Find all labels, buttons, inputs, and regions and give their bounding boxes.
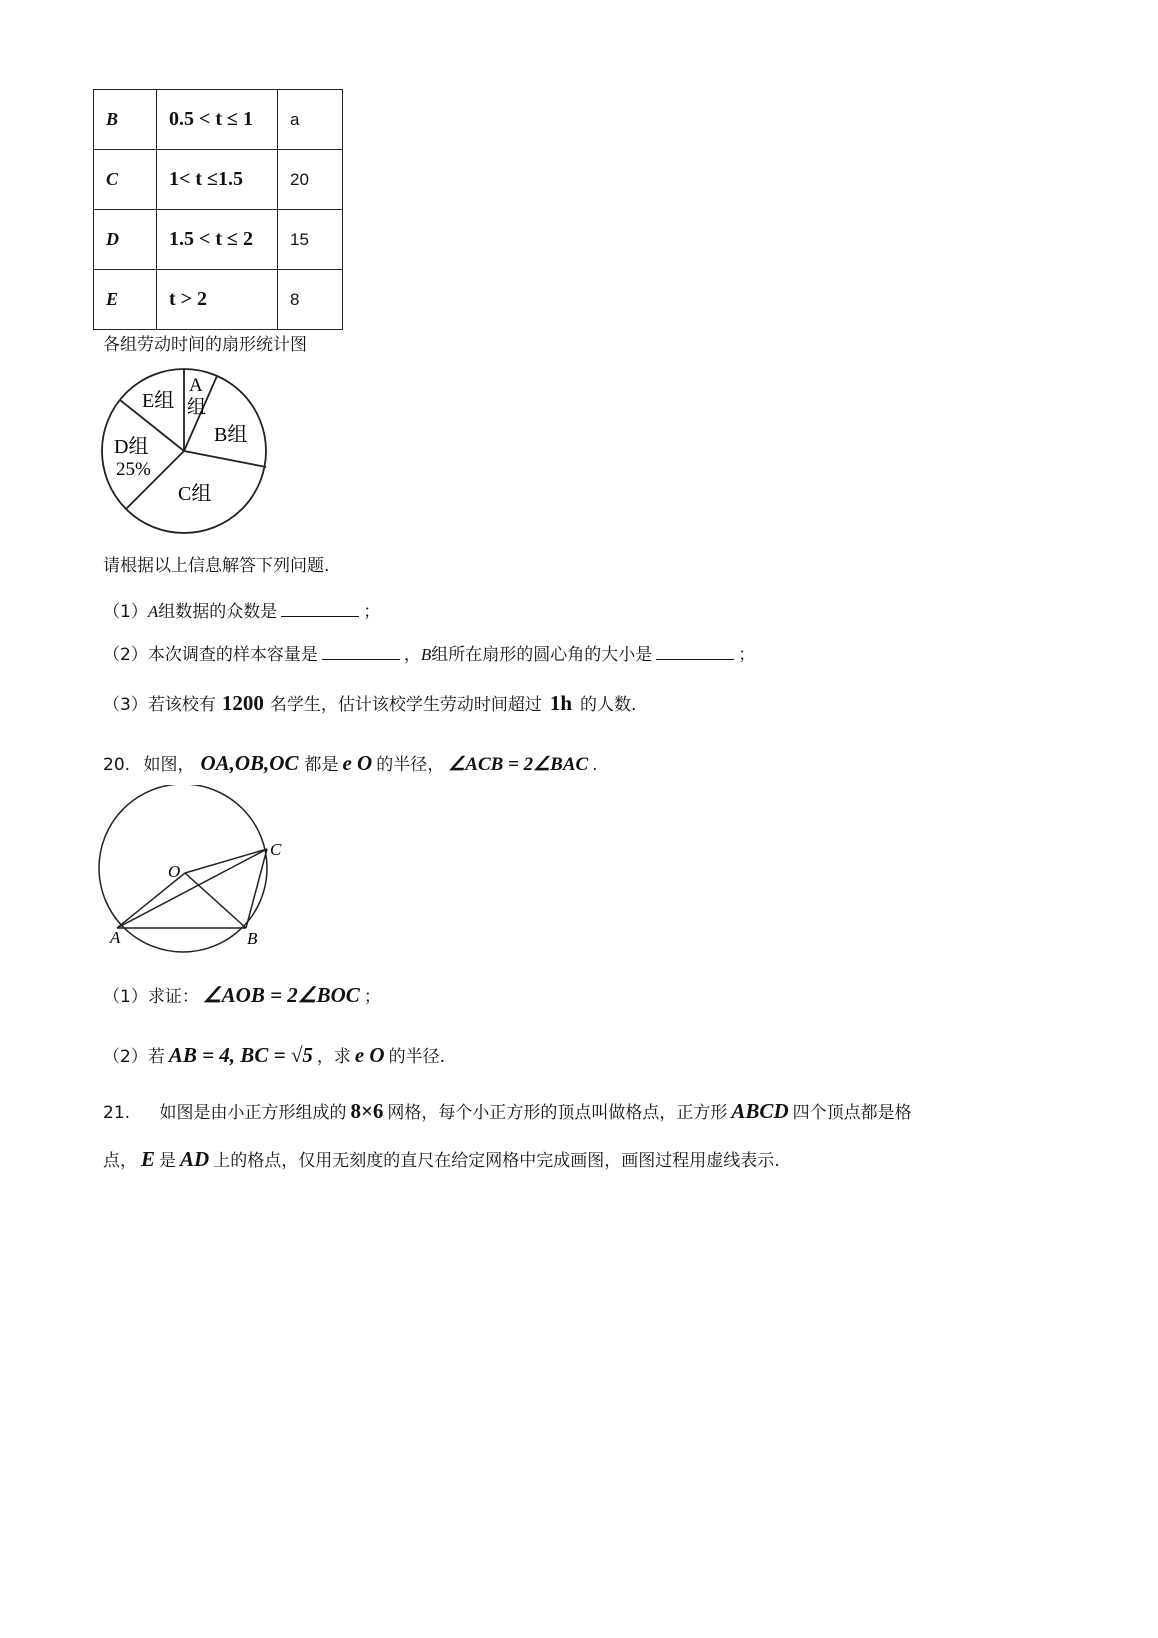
count-cell: a <box>278 90 343 150</box>
q19-p1-var: A <box>147 602 159 621</box>
q19-p3-h: 1h <box>549 691 573 715</box>
q20-radii: OA,OB,OC <box>200 751 299 775</box>
group-cell: E <box>94 270 157 330</box>
q20-text-a: 如图， <box>143 755 195 775</box>
answer-blank-2[interactable] <box>322 643 400 660</box>
q19-p3-a: （3）若该校有 <box>103 695 216 715</box>
q19-part3 <box>103 691 636 717</box>
q20-stem <box>103 751 598 777</box>
q19-intro: 请根据以上信息解答下列问题. <box>103 556 330 576</box>
point-label-a: A <box>110 928 121 947</box>
q20-p2-c: 的半径. <box>388 1047 445 1067</box>
table-row <box>94 270 343 330</box>
q19-p1-prefix: （1） <box>103 602 148 622</box>
q21-square-label: ABCD <box>731 1099 789 1123</box>
table-row <box>94 90 343 150</box>
q19-p1-text: 组数据的众数是 <box>158 602 278 622</box>
point-label-c: C <box>270 840 282 859</box>
point-label-o: O <box>168 862 181 881</box>
pie-label-d: D组 <box>114 436 149 458</box>
range-cell: t > 2 <box>157 270 278 330</box>
range-cell: 1< t ≤1.5 <box>157 150 278 210</box>
pie-chart-title: 各组劳动时间的扇形统计图 <box>103 335 307 355</box>
q20-p2-a: （2）若 <box>103 1047 165 1067</box>
q21-grid-size: 8×6 <box>350 1099 384 1123</box>
q20-p1-math: ∠AOB = 2∠BOC <box>202 983 360 1007</box>
q20-figure <box>96 785 296 955</box>
q21-line1 <box>103 1099 912 1125</box>
q21-text-g: 上的格点，仅用无刻度的直尺在给定网格中完成画图，画图过程用虚线表示. <box>213 1151 780 1171</box>
q20-part2 <box>103 1043 445 1069</box>
answer-blank-3[interactable] <box>656 643 734 660</box>
q19-part2 <box>103 643 755 667</box>
segment-oa <box>117 873 185 928</box>
count-cell: 20 <box>278 150 343 210</box>
range-cell: 0.5 < t ≤ 1 <box>157 90 278 150</box>
q20-p2-circle-symbol: e O <box>354 1043 385 1067</box>
group-cell: B <box>94 90 157 150</box>
q21-text-c: 四个顶点都是格 <box>792 1103 912 1123</box>
q19-part1 <box>103 600 380 624</box>
q20-text-c: 的半径， <box>376 755 445 775</box>
q19-p2-text: 组所在扇形的圆心角的大小是 <box>431 645 653 665</box>
q19-p2-end: ； <box>738 645 756 665</box>
group-cell: D <box>94 210 157 270</box>
q20-number: 20. <box>103 755 131 775</box>
frequency-table <box>93 89 343 330</box>
q19-p3-num: 1200 <box>221 691 264 715</box>
point-label-b: B <box>247 929 258 948</box>
q19-p1-end: ； <box>363 602 381 622</box>
table-row <box>94 150 343 210</box>
q21-text-d: 点， <box>103 1151 137 1171</box>
q19-p3-c: 的人数. <box>580 695 637 715</box>
q21-line2 <box>103 1147 780 1173</box>
q21-segment-ad: AD <box>180 1147 210 1171</box>
q21-text-b: 网格，每个小正方形的顶点叫做格点，正方形 <box>387 1103 728 1123</box>
count-cell: 15 <box>278 210 343 270</box>
q20-p1-end: ； <box>363 987 381 1007</box>
q20-circle-symbol: e O <box>342 751 373 775</box>
q21-text-a: 如图是由小正方形组成的 <box>159 1103 347 1123</box>
q20-p1-a: （1）求证： <box>103 987 199 1007</box>
group-cell: C <box>94 150 157 210</box>
segment-ob <box>185 873 246 928</box>
q20-angle-equation: ∠ACB = 2∠BAC <box>448 754 589 775</box>
count-cell: 8 <box>278 270 343 330</box>
q21-point-e: E <box>141 1147 156 1171</box>
q20-text-b: 都是 <box>304 755 339 775</box>
q21-number: 21. <box>103 1103 131 1123</box>
q19-p2-var: B <box>420 645 432 664</box>
pie-label-d-percent: 25% <box>116 459 151 480</box>
pie-label-a-letter: A <box>189 375 203 396</box>
pie-label-e: E组 <box>142 390 175 412</box>
q21-text-f: 是 <box>159 1151 177 1171</box>
q19-p2-sep: ， <box>403 645 421 665</box>
q19-p3-b: 名学生，估计该校学生劳动时间超过 <box>269 695 542 715</box>
q20-p2-b: ，求 <box>316 1047 351 1067</box>
q20-part1 <box>103 983 381 1009</box>
pie-label-b: B组 <box>214 424 248 446</box>
answer-blank-1[interactable] <box>281 600 359 617</box>
q19-p2-prefix: （2）本次调查的样本容量是 <box>103 645 318 665</box>
pie-label-c: C组 <box>178 483 212 505</box>
q20-p2-math: AB = 4, BC = √5 <box>168 1043 313 1067</box>
segment-oc <box>185 849 267 873</box>
segment-ac <box>117 849 267 928</box>
q20-end: . <box>592 755 598 775</box>
table-row <box>94 210 343 270</box>
pie-label-a-char: 组 <box>187 397 207 418</box>
range-cell: 1.5 < t ≤ 2 <box>157 210 278 270</box>
pie-chart <box>98 367 273 539</box>
circle-o <box>99 785 267 952</box>
